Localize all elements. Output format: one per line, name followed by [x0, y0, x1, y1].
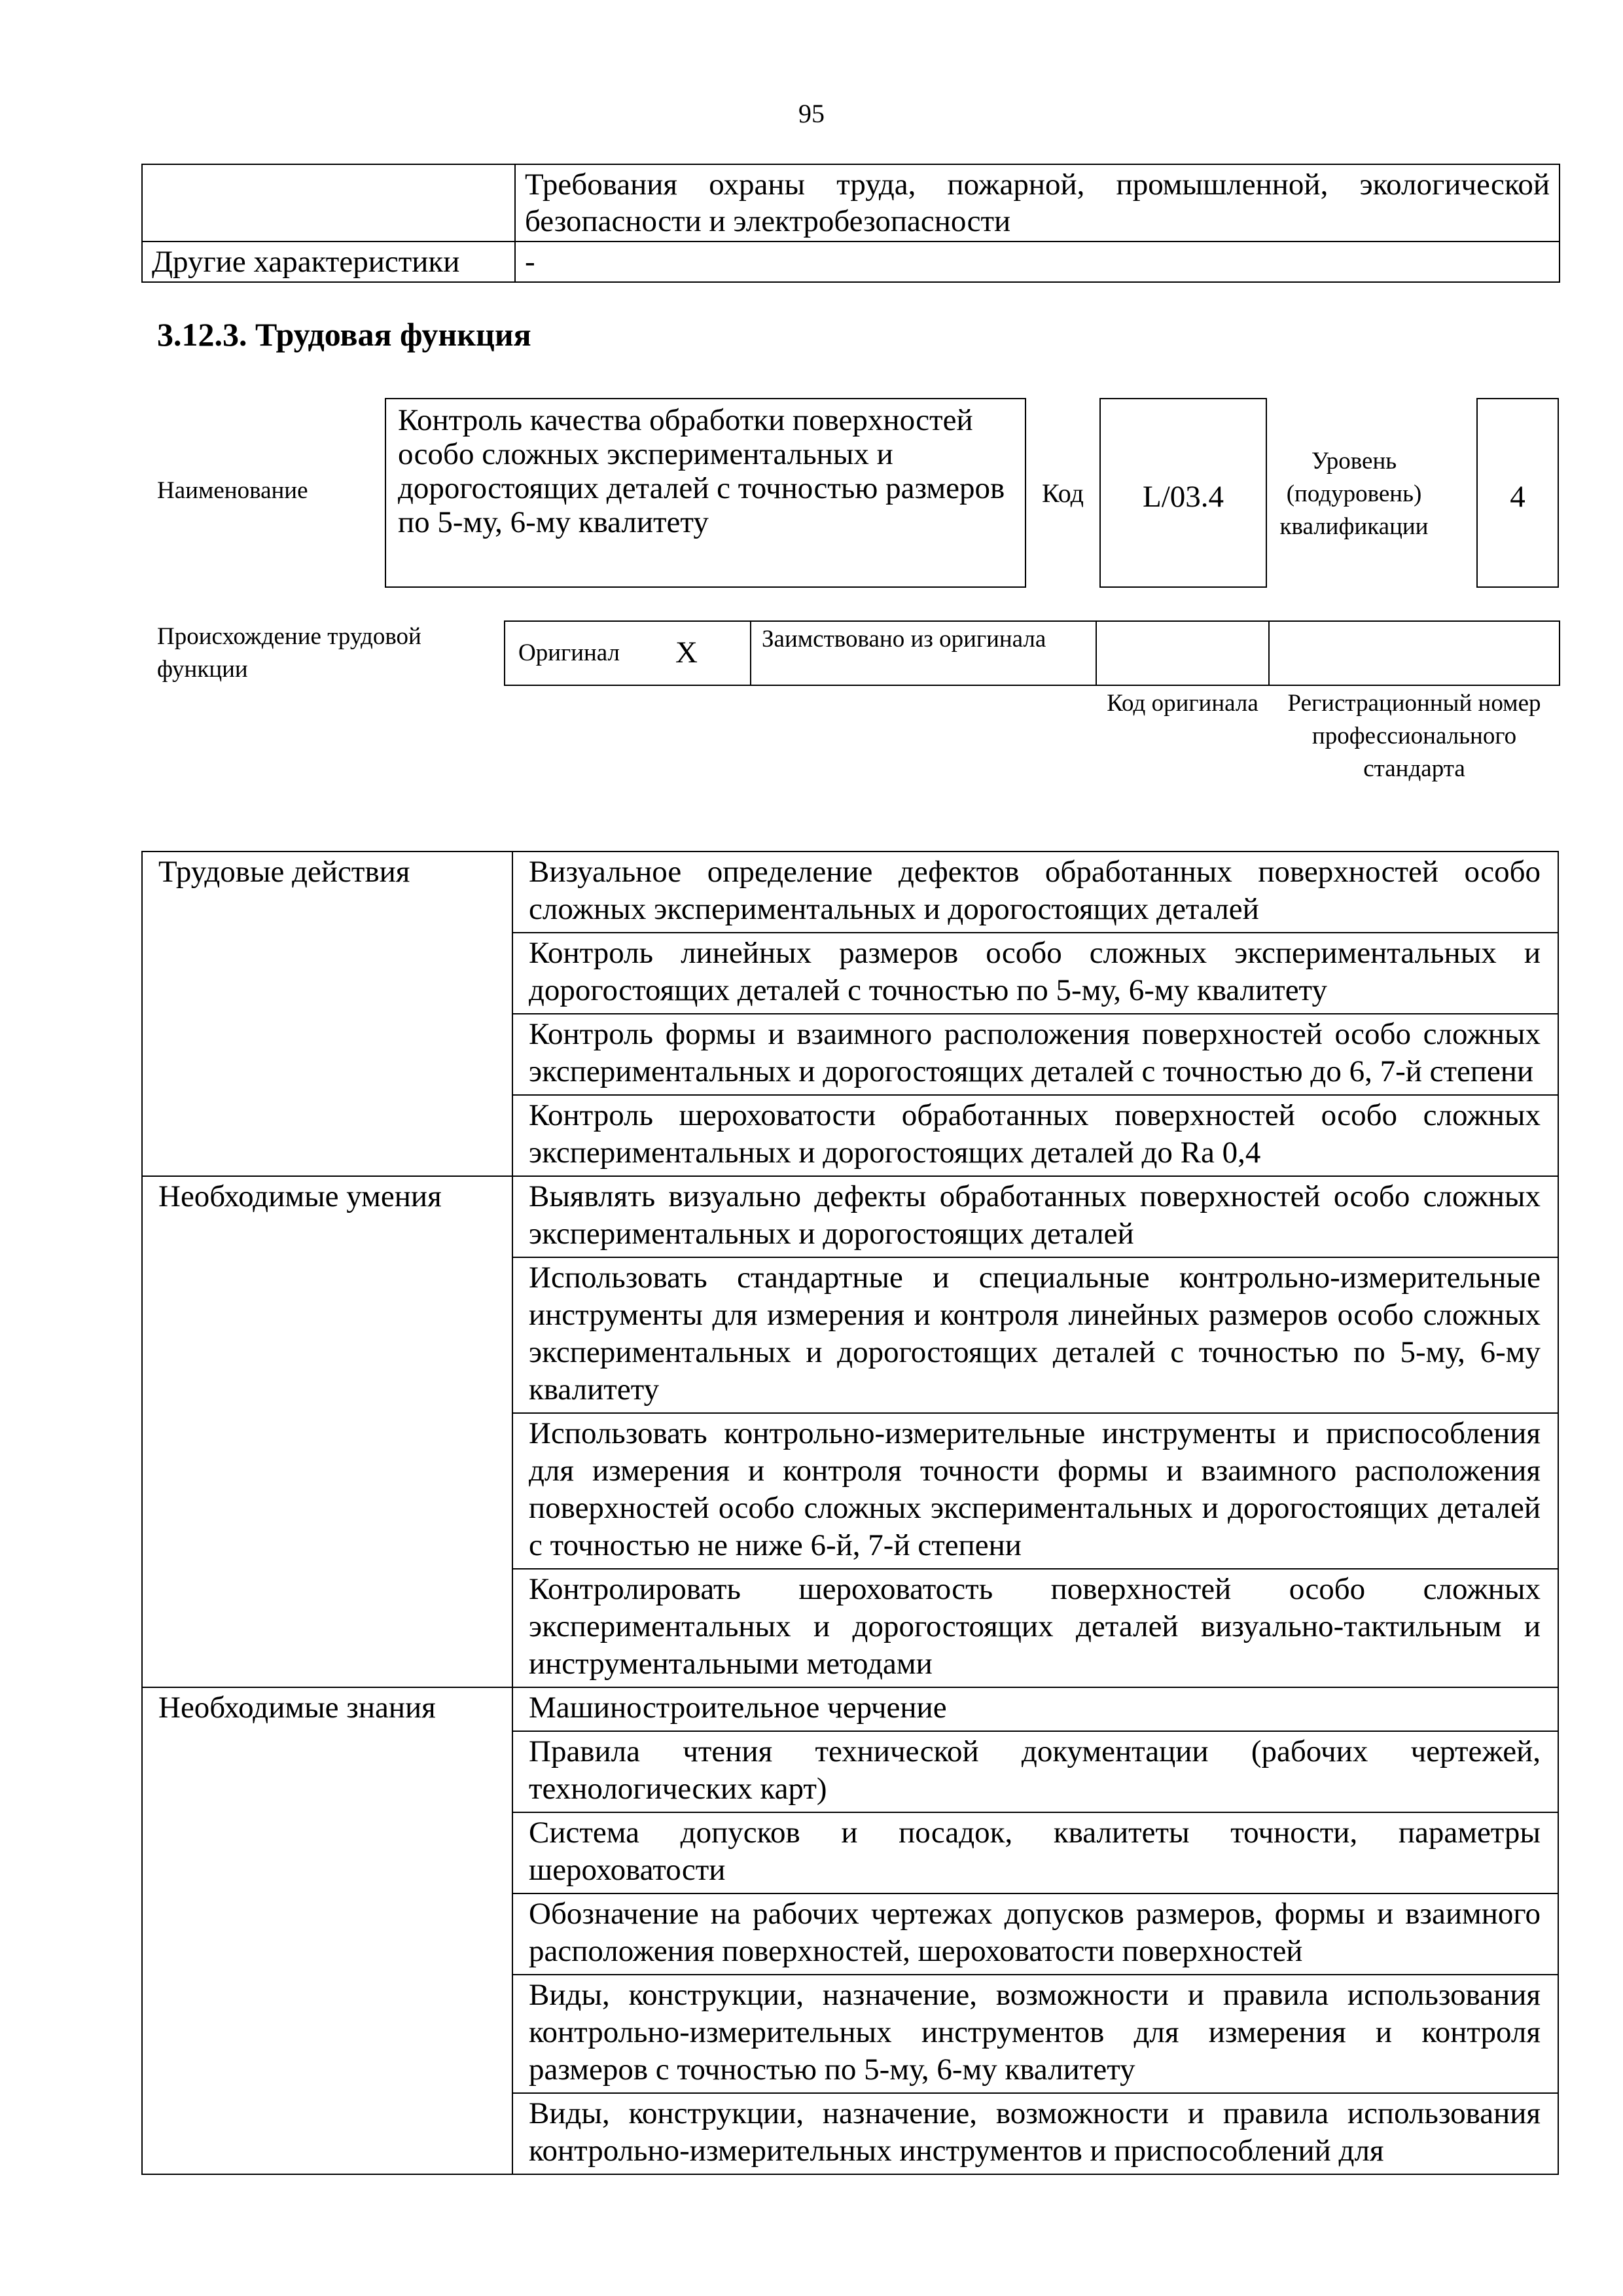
- section-label-actions: Трудовые действия: [142, 852, 512, 1176]
- function-origin-label: [157, 620, 471, 686]
- origin-code-caption: Код оригинала: [1107, 690, 1258, 717]
- origin-borrowed-label: Заимствовано из оригинала: [762, 626, 1046, 653]
- list-item: Контроль формы и взаимного расположения поверхностей особо сложных экспериментальных и дорогостоящих деталей с точностью до 6, 7-й степени: [512, 1014, 1558, 1095]
- origin-original-label: Оригинал: [518, 639, 620, 666]
- origin-original-mark: X: [675, 636, 698, 670]
- table-row: [142, 164, 1560, 242]
- section-title: 3.12.3. Трудовая функция: [157, 316, 531, 353]
- origin-reg-number-caption: Регистрационный номер профессионального стандарта: [1287, 690, 1541, 782]
- list-item: Контролировать шероховатость поверхностей особо сложных экспериментальных и дорогостоящих деталей визуально-тактильным и инструментальными методами: [512, 1569, 1558, 1687]
- list-item: Использовать стандартные и специальные контрольно-измерительные инструменты для измерения и контроля линейных размеров особо сложных экспериментальных и дорогостоящих деталей с точностью по 5-му, 6-му квалитету: [512, 1257, 1558, 1413]
- list-item: Машиностроительное черчение: [512, 1687, 1558, 1731]
- table-row: [142, 1687, 1558, 1731]
- table-row: [142, 242, 1560, 282]
- table-row: [142, 1176, 1558, 1257]
- empty-label-cell: [142, 164, 515, 242]
- origin-reg-number-cell: [1268, 620, 1560, 686]
- function-code-label: Код: [1042, 478, 1084, 508]
- list-item: Контроль шероховатости обработанных поверхностей особо сложных экспериментальных и дорогостоящих деталей до Ra 0,4: [512, 1095, 1558, 1176]
- qualification-level-value: 4: [1476, 398, 1559, 588]
- list-item: Система допусков и посадок, квалитеты точности, параметры шероховатости: [512, 1812, 1558, 1893]
- list-item: Обозначение на рабочих чертежах допусков размеров, формы и взаимного расположения поверхностей, шероховатости поверхностей: [512, 1893, 1558, 1975]
- origin-code-cell: [1096, 620, 1270, 686]
- section-label-skills: Необходимые умения: [142, 1176, 512, 1687]
- list-item: Использовать контрольно-измерительные инструменты и приспособления для измерения и контроля точности формы и взаимного расположения поверхностей особо сложных экспериментальных и дорогостоящих деталей с точностью не ниже 6-й, 7-й степени: [512, 1413, 1558, 1569]
- origin-original-cell: [504, 620, 751, 686]
- list-item: Контроль линейных размеров особо сложных экспериментальных и дорогостоящих деталей с точностью по 5-му, 6-му квалитету: [512, 933, 1558, 1014]
- list-item: Выявлять визуально дефекты обработанных поверхностей особо сложных экспериментальных и дорогостоящих деталей: [512, 1176, 1558, 1257]
- list-item: Виды, конструкции, назначение, возможности и правила использования контрольно-измерительных инструментов и приспособлений для: [512, 2093, 1558, 2174]
- list-item: Визуальное определение дефектов обработанных поверхностей особо сложных экспериментальных и дорогостоящих деталей: [512, 852, 1558, 933]
- requirements-text: Требования охраны труда, пожарной, промышленной, экологической безопасности и электробезопасности: [515, 164, 1560, 242]
- origin-borrowed-cell: [750, 620, 1097, 686]
- function-details-table: [141, 851, 1559, 2175]
- table-row: [142, 852, 1558, 933]
- function-origin-label-text: Происхождение трудовой функции: [157, 623, 421, 683]
- other-characteristics-label: Другие характеристики: [142, 242, 515, 282]
- page-number: 95: [798, 99, 825, 128]
- function-code-value: L/03.4: [1099, 398, 1267, 588]
- section-label-knowledge: Необходимые знания: [142, 1687, 512, 2174]
- other-characteristics-value: -: [515, 242, 1560, 282]
- function-name-label: Наименование: [157, 477, 308, 504]
- qualification-level-label: Уровень (подуровень) квалификации: [1279, 448, 1429, 540]
- function-name-value: Контроль качества обработки поверхностей особо сложных экспериментальных и дорогостоящих деталей с точностью размеров по 5-му, 6-му квалитету: [385, 398, 1026, 588]
- top-characteristics-table: [141, 164, 1560, 283]
- list-item: Правила чтения технической документации (рабочих чертежей, технологических карт): [512, 1731, 1558, 1812]
- list-item: Виды, конструкции, назначение, возможности и правила использования контрольно-измерительных инструментов для измерения и контроля размеров с точностью по 5-му, 6-му квалитету: [512, 1975, 1558, 2093]
